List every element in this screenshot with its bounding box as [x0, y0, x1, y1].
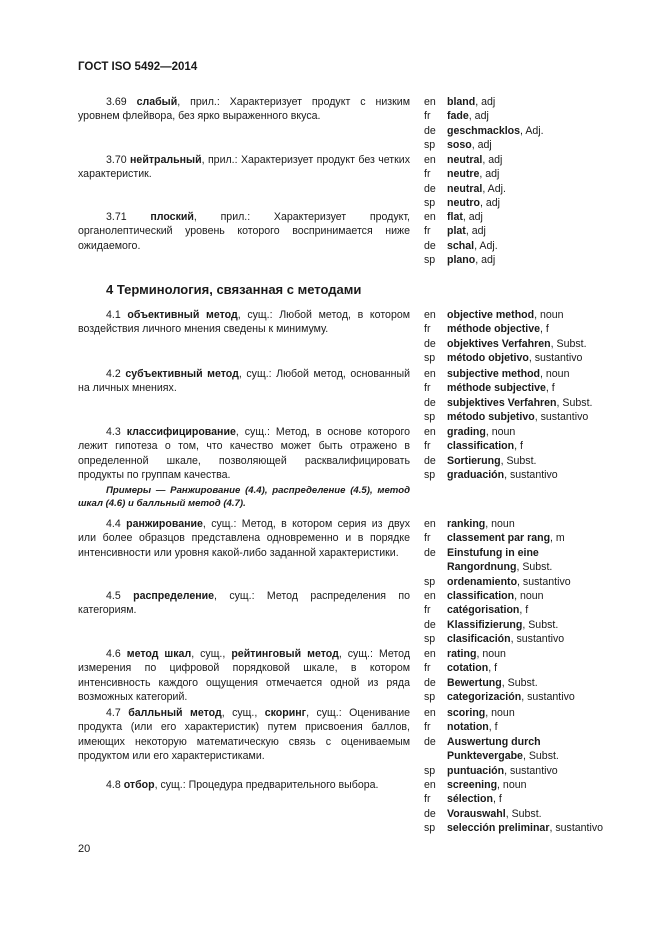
- language-code: en: [424, 518, 436, 530]
- entry-definition: , прил.: Характеризует продукт с низким уровнем флейвора, без ярко выраженного вкуса.: [78, 96, 411, 123]
- language-term-line: [424, 167, 506, 181]
- language-code: fr: [424, 323, 431, 336]
- foreign-term: scoring: [447, 707, 486, 719]
- part-of-speech: , noun: [540, 368, 570, 380]
- language-term: [447, 224, 486, 238]
- entry-definition: , прил.: Характеризует продукт, органолептический уровень которого воспринимается ниже ожидаемого.: [78, 211, 411, 252]
- language-term: [447, 308, 564, 322]
- language-term-line: [424, 807, 603, 821]
- foreign-term: sélection: [447, 793, 493, 806]
- language-term: [447, 690, 575, 704]
- language-term: [447, 239, 498, 253]
- entry-number: 3.71: [106, 211, 127, 223]
- entry-definition: , прил.: Характеризует продукт без четких характеристик.: [78, 154, 410, 181]
- language-term-line: [424, 603, 564, 617]
- foreign-term: neutro: [447, 197, 480, 210]
- entry-term-alt: скоринг: [264, 707, 307, 719]
- term-equivalents: [424, 517, 571, 589]
- entry-number: 4.1: [106, 309, 121, 321]
- language-code: sp: [424, 411, 436, 424]
- part-of-speech: , f: [545, 382, 555, 395]
- entry-definition: , сущ.: Процедура предварительного выбора.: [154, 779, 379, 791]
- foreign-term: Auswertung durch: [447, 735, 541, 748]
- language-term-line: [424, 196, 506, 210]
- language-term-line: [424, 396, 592, 410]
- part-of-speech: , noun: [534, 309, 564, 321]
- language-term-line: [424, 95, 544, 109]
- foreign-term: flat: [447, 211, 463, 223]
- term-equivalents: [424, 425, 558, 483]
- part-of-speech: , f: [540, 323, 549, 336]
- language-term-line: [424, 676, 575, 690]
- language-code: en: [424, 96, 436, 108]
- foreign-term: clasificación: [447, 633, 511, 646]
- language-term-line: [424, 351, 587, 365]
- language-term: [447, 253, 495, 267]
- language-term: [447, 589, 544, 603]
- page-number: 20: [78, 843, 91, 855]
- foreign-term: notation: [447, 721, 489, 734]
- entry-paragraph: [78, 367, 410, 396]
- language-term: [447, 778, 527, 792]
- language-code: fr: [424, 168, 431, 181]
- language-code: de: [424, 618, 436, 631]
- language-term: [447, 410, 588, 424]
- language-term: [447, 196, 500, 210]
- entry-definition: , сущ.: Метод, в котором серия из двух или более образцов представлена одновременно и в порядке интенсивности или уровня какой-либо заданной характеристики.: [78, 518, 410, 559]
- entry-definition: , сущ.: Любой метод, основанный на личных мнениях.: [78, 368, 410, 395]
- part-of-speech: , adj: [475, 96, 496, 108]
- part-of-speech: , adj: [479, 168, 500, 181]
- language-code: en: [424, 211, 436, 223]
- foreign-term: neutral: [447, 182, 483, 195]
- language-term-line: [424, 308, 587, 322]
- entry-term: метод шкал: [126, 648, 192, 660]
- part-of-speech: , Adj.: [520, 124, 544, 137]
- language-term-line: [424, 124, 544, 138]
- part-of-speech: , adj: [471, 139, 492, 152]
- part-of-speech: , sustantivo: [517, 575, 571, 588]
- language-term-line: [424, 410, 592, 424]
- foreign-term: catégorisation: [447, 604, 520, 617]
- language-term-line: [424, 337, 587, 351]
- language-term: [447, 95, 495, 109]
- language-code: fr: [424, 721, 431, 734]
- entry-paragraph: [78, 425, 410, 483]
- term-entry: [78, 425, 410, 483]
- term-entry: [78, 210, 410, 253]
- language-code: en: [424, 154, 436, 166]
- language-term-line: [424, 792, 603, 806]
- part-of-speech: , Subst.: [550, 337, 587, 350]
- language-code: fr: [424, 110, 431, 123]
- entry-term: объективный метод: [127, 309, 238, 321]
- language-code: sp: [424, 352, 436, 365]
- foreign-term: subjektives Verfahren: [447, 396, 557, 409]
- language-term-line: [424, 367, 592, 381]
- foreign-term: Einstufung in eine: [447, 546, 539, 559]
- language-term-line: [424, 706, 559, 720]
- language-term: [447, 468, 558, 482]
- entry-paragraph: [78, 517, 410, 560]
- foreign-term-cont: Rangordnung: [447, 561, 517, 574]
- foreign-term: classement par rang: [447, 532, 551, 545]
- term-entry: [78, 95, 410, 124]
- language-code: fr: [424, 604, 431, 617]
- language-code: fr: [424, 382, 431, 395]
- language-code: fr: [424, 225, 431, 238]
- foreign-term: objektives Verfahren: [447, 337, 551, 350]
- language-code: sp: [424, 575, 436, 588]
- entry-number: 4.7: [106, 707, 121, 719]
- entry-definition: , сущ.: Метод распределения по категориям.: [78, 590, 410, 617]
- language-code: sp: [424, 469, 436, 482]
- language-term: [447, 425, 515, 439]
- part-of-speech: , noun: [514, 590, 544, 602]
- foreign-term: Vorauswahl: [447, 807, 506, 820]
- language-term-line: [424, 778, 603, 792]
- document-header: ГОСТ ISO 5492—2014: [78, 61, 198, 73]
- foreign-term: neutre: [447, 168, 480, 181]
- entry-paragraph: [78, 210, 410, 253]
- language-term-line: [424, 454, 558, 468]
- foreign-term: bland: [447, 96, 476, 108]
- term-entry: [78, 308, 410, 337]
- entry-term: классифицирование: [126, 426, 236, 438]
- language-code: fr: [424, 793, 431, 806]
- part-of-speech: , adj: [462, 211, 483, 223]
- part-of-speech: , Subst.: [501, 676, 538, 689]
- part-of-speech: , Subst.: [522, 618, 559, 631]
- entry-term: слабый: [136, 96, 178, 108]
- foreign-term: método objetivo: [447, 352, 529, 365]
- language-term: [447, 337, 587, 351]
- language-term: [447, 575, 571, 589]
- language-term: [447, 322, 549, 336]
- language-code: de: [424, 396, 436, 409]
- foreign-term: geschmacklos: [447, 124, 521, 137]
- language-code: de: [424, 337, 436, 350]
- entry-definition: , сущ.: Метод измерения по цифровой порядковой шкале, в котором интенсивность каждого ощущения отмечается одной из ряда возможных категорий.: [78, 648, 410, 704]
- language-term: [447, 109, 489, 123]
- language-term: [447, 661, 497, 675]
- language-code: en: [424, 590, 436, 602]
- language-term-line: [424, 153, 506, 167]
- language-code: sp: [424, 691, 436, 704]
- part-of-speech: , f: [492, 793, 502, 806]
- language-code: fr: [424, 662, 431, 675]
- part-of-speech: , sustantivo: [510, 633, 565, 646]
- language-code: de: [424, 676, 436, 689]
- entry-paragraph: [78, 308, 410, 337]
- language-term-line: [424, 109, 544, 123]
- language-code: fr: [424, 532, 431, 545]
- entry-mid: , сущ.,: [191, 648, 232, 660]
- part-of-speech: , f: [514, 440, 523, 453]
- language-code: de: [424, 735, 436, 748]
- term-equivalents: [424, 367, 592, 425]
- language-term: [447, 676, 538, 690]
- language-code: sp: [424, 254, 436, 267]
- foreign-term: Sortierung: [447, 454, 501, 467]
- foreign-term: plat: [447, 225, 466, 238]
- language-term-line: [424, 381, 592, 395]
- term-entry: [78, 706, 410, 764]
- part-of-speech: , noun: [485, 426, 516, 438]
- foreign-term: ranking: [447, 518, 486, 530]
- entry-paragraph: [78, 778, 410, 792]
- language-term-line: [424, 531, 571, 545]
- entry-paragraph: [78, 95, 410, 124]
- language-term-line: [424, 253, 498, 267]
- part-of-speech: , adj: [475, 254, 496, 267]
- language-term-line: [424, 224, 498, 238]
- language-term-line: [424, 239, 498, 253]
- part-of-speech: , Adj.: [474, 239, 498, 252]
- part-of-speech: , adj: [479, 197, 500, 210]
- entry-definition: , сущ.: Метод, в основе которого лежит гипотеза о том, что качество может быть отражено в определенной шкале, позволяющей расквалифицировать продукты по группам качества.: [78, 426, 410, 482]
- language-term-line: [424, 690, 575, 704]
- foreign-term: subjective method: [447, 368, 541, 380]
- language-term: [447, 546, 552, 575]
- language-code: sp: [424, 139, 436, 152]
- part-of-speech: , noun: [485, 518, 515, 530]
- entry-number: 4.4: [106, 518, 121, 530]
- foreign-term: méthode objective: [447, 323, 541, 336]
- language-term-line: [424, 661, 575, 675]
- entry-term: балльный метод: [128, 707, 222, 719]
- foreign-term: selección preliminar: [447, 822, 550, 835]
- foreign-term: objective method: [447, 309, 535, 321]
- language-term-line: [424, 425, 558, 439]
- foreign-term: Bewertung: [447, 676, 502, 689]
- language-term: [447, 517, 515, 531]
- part-of-speech: , Subst.: [500, 454, 537, 467]
- entry-paragraph: [78, 153, 410, 182]
- part-of-speech: , f: [519, 604, 529, 617]
- language-term: [447, 821, 603, 835]
- language-code: de: [424, 239, 436, 252]
- foreign-term: puntuación: [447, 764, 505, 777]
- language-term: [447, 807, 542, 821]
- foreign-term: soso: [447, 139, 472, 152]
- entry-number: 4.5: [106, 590, 121, 602]
- entry-paragraph: [78, 706, 410, 764]
- foreign-term: screening: [447, 779, 498, 791]
- entry-term: ранжирование: [126, 518, 203, 530]
- language-term: [447, 618, 558, 632]
- term-equivalents: [424, 210, 498, 268]
- language-term: [447, 706, 515, 720]
- language-code: de: [424, 454, 436, 467]
- language-term-line: [424, 720, 559, 734]
- language-term-line: [424, 439, 558, 453]
- language-code: de: [424, 182, 436, 195]
- language-term: [447, 367, 569, 381]
- part-of-speech: , sustantivo: [504, 764, 558, 777]
- part-of-speech: , f: [488, 721, 498, 734]
- language-term: [447, 439, 523, 453]
- language-code: en: [424, 309, 436, 321]
- language-term: [447, 351, 582, 365]
- language-code: en: [424, 779, 436, 791]
- entry-term: субъективный метод: [125, 368, 239, 380]
- language-term: [447, 381, 555, 395]
- language-term-line: [424, 517, 571, 531]
- example-text: Примеры — Ранжирование (4.4), распределение (4.5), метод шкал (4.6) и балльный метод (4.7).: [78, 485, 410, 509]
- part-of-speech: , Subst.: [516, 561, 553, 574]
- language-code: en: [424, 648, 436, 660]
- foreign-term: fade: [447, 110, 469, 123]
- language-code: en: [424, 707, 436, 719]
- part-of-speech: , noun: [497, 779, 527, 791]
- part-of-speech: , adj: [465, 225, 486, 238]
- part-of-speech: , Subst.: [556, 396, 593, 409]
- language-code: de: [424, 546, 436, 559]
- language-term-line: [424, 589, 564, 603]
- foreign-term: schal: [447, 239, 475, 252]
- entry-definition: , сущ.: Оценивание продукта (или его характеристик) путем присвоения баллов, имеющих некоторую математическую связь с оцениваемым продуктом или его характеристиками.: [78, 707, 410, 763]
- foreign-term: Klassifizierung: [447, 618, 523, 631]
- term-equivalents: [424, 778, 603, 836]
- term-equivalents: [424, 95, 544, 153]
- entry-number: 4.2: [106, 368, 121, 380]
- entry-term-alt: рейтинговый метод: [231, 648, 339, 660]
- language-term-line: [424, 138, 544, 152]
- term-entry: [78, 367, 410, 396]
- term-equivalents: [424, 308, 587, 366]
- language-term-line: [424, 735, 559, 764]
- foreign-term: classification: [447, 590, 515, 602]
- part-of-speech: , noun: [476, 648, 506, 660]
- entry-number: 4.8: [106, 779, 121, 791]
- language-term-line: [424, 468, 558, 482]
- term-equivalents: [424, 153, 506, 211]
- entry-term: нейтральный: [130, 154, 202, 166]
- entry-number: 3.69: [106, 96, 127, 108]
- language-term: [447, 531, 565, 545]
- entry-number: 4.6: [106, 648, 121, 660]
- part-of-speech: , Subst.: [522, 750, 559, 763]
- term-entry: [78, 153, 410, 182]
- foreign-term: cotation: [447, 662, 489, 675]
- part-of-speech: , adj: [468, 110, 489, 123]
- entry-term: распределение: [133, 590, 215, 602]
- language-term: [447, 792, 502, 806]
- part-of-speech: , Adj.: [482, 182, 506, 195]
- foreign-term: classification: [447, 440, 515, 453]
- foreign-term: méthode subjective: [447, 382, 546, 395]
- entry-term: плоский: [150, 211, 194, 223]
- entry-mid: , сущ.,: [221, 707, 265, 719]
- part-of-speech: , sustantivo: [549, 822, 604, 835]
- language-term-line: [424, 764, 559, 778]
- language-code: en: [424, 368, 436, 380]
- term-entry: [78, 589, 410, 618]
- term-equivalents: [424, 589, 564, 647]
- language-term-line: [424, 632, 564, 646]
- language-term-line: [424, 647, 575, 661]
- entry-term: отбор: [123, 779, 155, 791]
- foreign-term: neutral: [447, 154, 483, 166]
- language-term: [447, 632, 564, 646]
- part-of-speech: , sustantivo: [528, 352, 583, 365]
- language-term: [447, 647, 506, 661]
- entry-definition: , сущ.: Любой метод, в котором воздействия личного мнения сведены к минимуму.: [78, 309, 411, 336]
- entry-number: 3.70: [106, 154, 127, 166]
- language-code: sp: [424, 197, 436, 210]
- language-term: [447, 153, 502, 167]
- term-entry: [78, 517, 410, 560]
- term-equivalents: [424, 647, 575, 705]
- entry-number: 4.3: [106, 426, 121, 438]
- language-code: de: [424, 807, 436, 820]
- section-title: 4 Терминология, связанная с методами: [106, 282, 362, 297]
- language-code: sp: [424, 633, 436, 646]
- entry-paragraph: [78, 589, 410, 618]
- foreign-term: plano: [447, 254, 476, 267]
- part-of-speech: , sustantivo: [534, 411, 589, 424]
- language-term-line: [424, 546, 571, 575]
- language-term: [447, 396, 592, 410]
- foreign-term: ordenamiento: [447, 575, 518, 588]
- language-term-line: [424, 182, 506, 196]
- language-code: sp: [424, 822, 436, 835]
- language-term: [447, 124, 544, 138]
- language-term-line: [424, 821, 603, 835]
- part-of-speech: , sustantivo: [504, 469, 558, 482]
- foreign-term-cont: Punktevergabe: [447, 750, 523, 763]
- foreign-term: método subjetivo: [447, 411, 535, 424]
- language-code: en: [424, 426, 436, 438]
- part-of-speech: , m: [550, 532, 565, 545]
- part-of-speech: , noun: [485, 707, 515, 719]
- language-term-line: [424, 575, 571, 589]
- language-term: [447, 138, 492, 152]
- foreign-term: grading: [447, 426, 486, 438]
- language-term: [447, 603, 528, 617]
- language-term: [447, 764, 558, 778]
- term-entry: [78, 647, 410, 705]
- example-note: [78, 485, 410, 510]
- language-code: fr: [424, 440, 431, 453]
- language-code: de: [424, 124, 436, 137]
- language-term: [447, 182, 506, 196]
- part-of-speech: , sustantivo: [521, 691, 575, 704]
- language-term: [447, 167, 499, 181]
- part-of-speech: , Subst.: [505, 807, 542, 820]
- language-term-line: [424, 210, 498, 224]
- language-term: [447, 720, 498, 734]
- term-entry: [78, 778, 410, 792]
- language-term-line: [424, 322, 587, 336]
- language-term: [447, 454, 536, 468]
- foreign-term: categorización: [447, 691, 522, 704]
- language-term: [447, 735, 559, 764]
- term-equivalents: [424, 706, 559, 778]
- language-code: sp: [424, 764, 436, 777]
- part-of-speech: , adj: [482, 154, 503, 166]
- part-of-speech: , f: [488, 662, 498, 675]
- foreign-term: rating: [447, 648, 477, 660]
- entry-paragraph: [78, 647, 410, 705]
- foreign-term: graduación: [447, 469, 505, 482]
- language-term-line: [424, 618, 564, 632]
- language-term: [447, 210, 483, 224]
